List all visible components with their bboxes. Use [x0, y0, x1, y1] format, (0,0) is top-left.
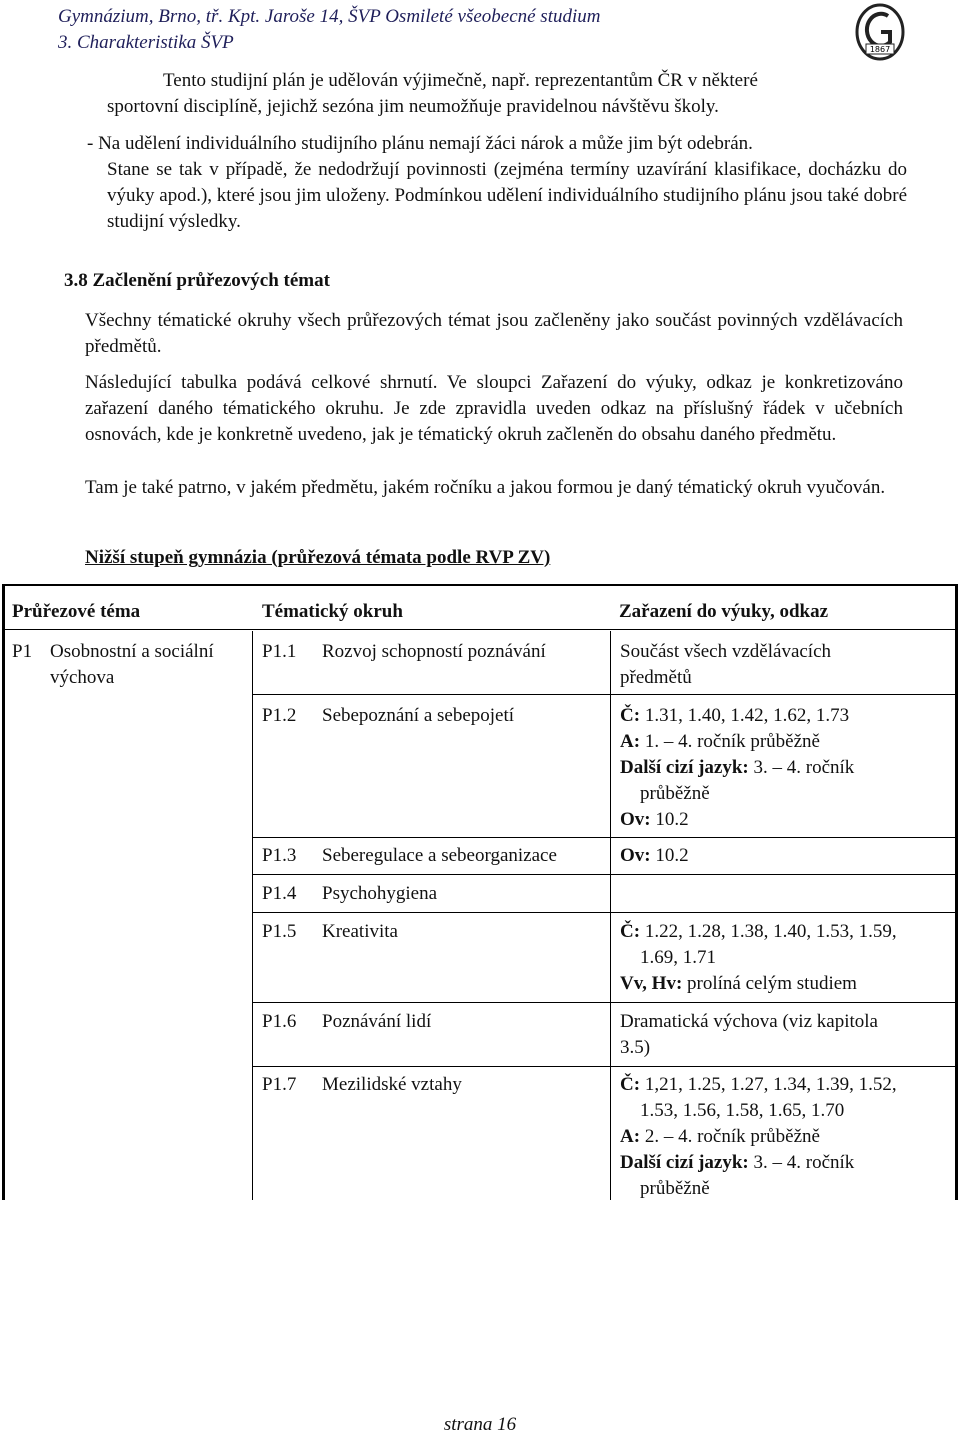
row-divider: [252, 837, 957, 838]
row-name: Mezilidské vztahy: [322, 1074, 462, 1095]
intro-p2-line1: - Na udělení individuálního studijního plánu nemají žáci nárok a může jim být odebrán.: [87, 133, 753, 154]
row-divider: [252, 1066, 957, 1067]
intro-p2-rest: Stane se tak v případě, že nedodržují povinnosti (zejména termíny uzavírání klasifikace, docházku do výuky apod.), které jsou jim uloženy. Podmínkou udělení individuálního studijního plánu jsou také dobré studijní výsledky.: [107, 159, 907, 232]
logo-year: 1867: [869, 45, 891, 54]
intro-p1-line1: Tento studijní plán je udělován výjimečně, např. reprezentantům ČR v některé: [163, 70, 758, 91]
row-name: Poznávání lidí: [322, 1011, 432, 1032]
row-name: Sebepoznání a sebepojetí: [322, 705, 515, 726]
row-divider: [252, 1002, 957, 1003]
row-reference: Ov: 10.2: [620, 845, 689, 866]
row-divider: [252, 694, 957, 695]
row-code: P1.6: [262, 1011, 297, 1032]
row-reference: Č: 1,21, 1.25, 1.27, 1.34, 1.39, 1.52, 1.53, 1.56, 1.58, 1.65, 1.70 A: 2. – 4. ročník průběžně Další cizí jazyk: 3. – 4. ročník průběžně: [620, 1074, 897, 1199]
row-name: Rozvoj schopností poznávání: [322, 641, 546, 662]
header-reference: Zařazení do výuky, odkaz: [619, 601, 829, 622]
row-divider: [252, 912, 957, 913]
header-school-line: Gymnázium, Brno, tř. Kpt. Jaroše 14, ŠVP Osmileté všeobecné studium: [58, 6, 601, 27]
header-topic: Průřezové téma: [12, 601, 141, 622]
row-code: P1.5: [262, 921, 297, 942]
column-divider-1: [252, 631, 253, 1200]
section-p2: Následující tabulka podává celkové shrnutí. Ve sloupci Zařazení do výuky, odkaz je konkretizováno zařazení daného tématického okruhu. Je zde zpravidla uveden odkaz na příslušný řádek v učebních osnovách, kde je konkretně uvedeno, jak je tématický okruh začleněn do obsahu daného předmětu.: [85, 372, 903, 445]
row-reference: Č: 1.31, 1.40, 1.42, 1.62, 1.73 A: 1. – 4. ročník průběžně Další cizí jazyk: 3. – 4. ročník průběžně Ov: 10.2: [620, 705, 855, 830]
section-p1: Všechny tématické okruhy všech průřezových témat jsou začleněny jako součást povinných vzdělávacích předmětů.: [85, 310, 903, 357]
row-reference: Dramatická výchova (viz kapitola 3.5): [620, 1011, 878, 1058]
row-code: P1.4: [262, 883, 297, 904]
row-name: Psychohygiena: [322, 883, 438, 904]
column-divider-2: [610, 631, 611, 1200]
section-heading: 3.8 Začlenění průřezových témat: [64, 270, 330, 291]
header-divider: [3, 629, 957, 630]
row-code: P1.7: [262, 1074, 297, 1095]
header-chapter-line: 3. Charakteristika ŠVP: [58, 32, 234, 53]
row-reference: Č: 1.22, 1.28, 1.38, 1.40, 1.53, 1.59, 1.69, 1.71 Vv, Hv: prolíná celým studiem: [620, 921, 897, 994]
header-theme: Tématický okruh: [262, 601, 403, 622]
page-header: [58, 4, 858, 56]
row-name: Seberegulace a sebeorganizace: [322, 845, 557, 866]
table-title: Nižší stupeň gymnázia (průřezová témata podle RVP ZV): [85, 547, 551, 568]
intro-p1-line2: sportovní disciplíně, jejichž sezóna jim neumožňuje pravidelnou návštěvu školy.: [107, 96, 719, 117]
row-divider: [252, 874, 957, 875]
topic-code: P1: [12, 641, 33, 662]
topic-name: Osobnostní a sociální výchova: [50, 641, 214, 688]
page-number: strana 16: [443, 1414, 517, 1435]
row-code: P1.3: [262, 845, 297, 866]
section-p3: Tam je také patrno, v jakém předmětu, jakém ročníku a jakou formou je daný tématický okruh vyučován.: [85, 477, 886, 498]
school-logo-icon: [854, 2, 906, 64]
row-code: P1.1: [262, 641, 297, 662]
row-name: Kreativita: [322, 921, 398, 942]
row-reference: Součást všech vzdělávacích předmětů: [620, 641, 832, 688]
row-code: P1.2: [262, 705, 297, 726]
